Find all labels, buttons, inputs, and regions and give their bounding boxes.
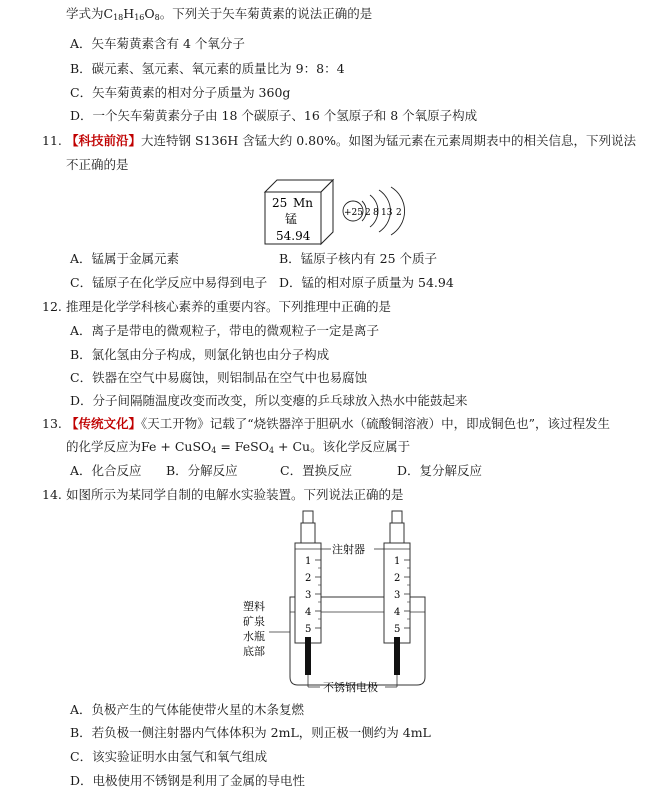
q10-option-b: B．碳元素、氢元素、氧元素的质量比为 9：8：4 (70, 61, 345, 76)
syringe-label: 注射器 (332, 543, 365, 556)
q11-number: 11. (42, 133, 62, 148)
bottle-label-4: 底部 (243, 645, 265, 658)
atom-structure-diagram (343, 187, 405, 235)
q13-number: 13. (42, 416, 62, 431)
right-syringe (384, 511, 410, 675)
q12-option-b: B．氯化氢由分子构成，则氯化钠也由分子构成 (70, 347, 330, 362)
q11-figure (255, 177, 415, 247)
q12-option-a: A．离子是带电的微观粒子，带电的微观粒子一定是离子 (70, 323, 380, 338)
q13-stem: 【传统文化】《天工开物》记载了“烧铁器淬于胆矾水（硫酸铜溶液）中，即成铜色也”，该过程发生 (66, 416, 611, 431)
right-scale-1: 1 (394, 556, 401, 567)
q14-option-c: C．该实验证明水由氢气和氧气组成 (70, 749, 268, 764)
shell-1-electrons: 2 (365, 208, 371, 218)
shell-2-electrons: 8 (373, 208, 379, 218)
q11-option-a: A．锰属于金属元素 (70, 251, 180, 266)
q14-option-a: A．负极产生的气体能使带火星的木条复燃 (70, 702, 305, 717)
left-syringe (295, 511, 321, 675)
q10-stem: 学式为$C_{18}H_{16}O_8$。下列关于矢车菊黄素的说法正确的是 (66, 6, 373, 22)
q11-tag: 【科技前沿】 (66, 133, 142, 148)
q12-number: 12. (42, 299, 62, 314)
bottle-label-3: 水瓶 (243, 630, 265, 643)
q14-number: 14. (42, 487, 62, 502)
left-scale-3: 3 (305, 590, 312, 601)
q12-stem: 推理是化学学科核心素养的重要内容。下列推理中正确的是 (66, 299, 392, 314)
shell-3-electrons: 13 (381, 208, 393, 218)
nucleus-charge: +25 (344, 208, 363, 218)
q14-apparatus (235, 507, 435, 697)
q13-option-c: C．置换反应 (280, 463, 353, 478)
left-scale-2: 2 (305, 573, 312, 584)
q12-option-d: D．分子间隔随温度改变而改变，所以变瘪的乒乓球放入热水中能鼓起来 (70, 393, 468, 408)
element-mass: 54.94 (276, 229, 311, 243)
q13-option-b: B．分解反应 (166, 463, 238, 478)
q14-option-b: B．若负极一侧注射器内气体体积为 2mL，则正极一侧约为 4mL (70, 725, 431, 740)
element-symbol: Mn (293, 196, 314, 210)
left-scale-4: 4 (305, 607, 312, 618)
q11-option-d: D．锰的相对原子质量为 54.94 (279, 275, 454, 290)
right-scale-4: 4 (394, 607, 401, 618)
shell-4-electrons: 2 (396, 208, 402, 218)
q10-option-c: C．矢车菊黄素的相对分子质量为 360g (70, 85, 291, 100)
left-scale-5: 5 (305, 624, 312, 635)
q13-option-a: A．化合反应 (70, 463, 142, 478)
electrode-label: 不锈钢电极 (323, 681, 378, 694)
element-tile (265, 180, 333, 244)
q10-option-d: D．一个矢车菊黄素分子由 18 个碳原子、16 个氢原子和 8 个氧原子构成 (70, 108, 478, 123)
right-scale-2: 2 (394, 573, 401, 584)
element-name: 锰 (285, 212, 298, 226)
q10-option-a: A．矢车菊黄素含有 4 个氧分子 (70, 36, 245, 51)
right-scale-5: 5 (394, 624, 401, 635)
bottle-label-2: 矿泉 (243, 615, 265, 628)
q11-stem: 【科技前沿】大连特钢 S136H 含锰大约 0.80%。如图为锰元素在元素周期表中的相关信息，下列说法 (66, 133, 636, 148)
q11-option-b: B．锰原子核内有 25 个质子 (279, 251, 438, 266)
bottle-label-1: 塑料 (243, 600, 265, 613)
right-scale-3: 3 (394, 590, 401, 601)
element-atomic-number: 25 (272, 196, 288, 210)
left-scale-1: 1 (305, 556, 312, 567)
chemical-equation: Fe + CuSO$_4$ = FeSO$_4$ + Cu (141, 439, 311, 455)
q14-stem: 如图所示为某同学自制的电解水实验装置。下列说法正确的是 (66, 487, 404, 502)
q12-option-c: C．铁器在空气中易腐蚀，则铝制品在空气中也易腐蚀 (70, 370, 368, 385)
q14-option-d: D．电极使用不锈钢是利用了金属的导电性 (70, 773, 306, 788)
q13-stem-line2: 的化学反应为Fe + CuSO$_4$ = FeSO$_4$ + Cu。该化学反应属于 (66, 439, 411, 455)
q11-option-c: C．锰原子在化学反应中易得到电子 (70, 275, 268, 290)
q13-tag: 【传统文化】 (66, 416, 142, 431)
q11-stem-line2: 不正确的是 (66, 157, 129, 172)
q13-option-d: D．复分解反应 (397, 463, 483, 478)
